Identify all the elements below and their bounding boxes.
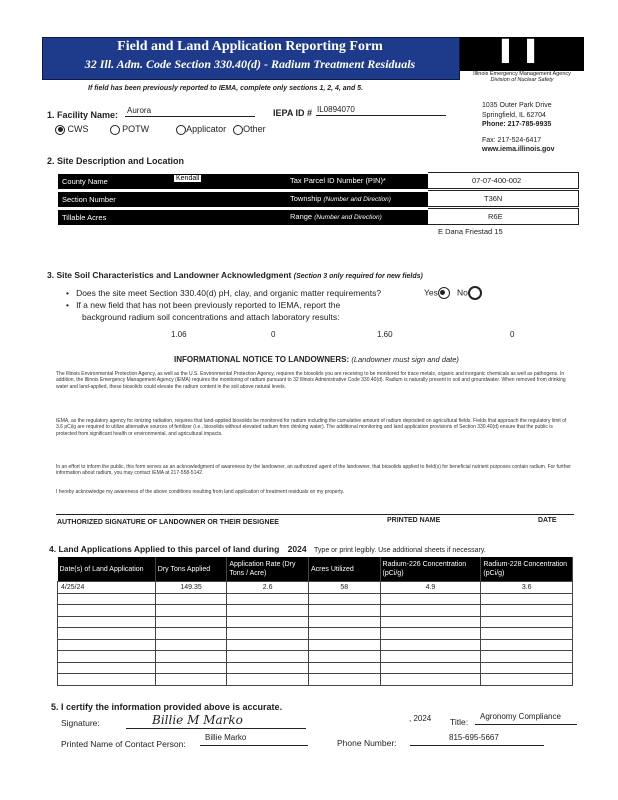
table-cell[interactable] (308, 628, 380, 640)
agency-name-block (460, 71, 584, 83)
no-radio[interactable] (468, 286, 482, 300)
county-label: County Name (62, 177, 108, 186)
site-row-section (58, 192, 428, 207)
table-row (58, 651, 573, 663)
table-cell[interactable] (227, 593, 309, 605)
col-acres: Acres Utilized (308, 557, 380, 582)
site-row-county (58, 174, 428, 189)
landowner-date-label: DATE (538, 517, 557, 524)
phone-number-label: Phone Number: (337, 738, 397, 748)
tillable-acres-label: Tillable Acres (62, 213, 107, 222)
notice-paragraph-4: I hereby acknowledge my awareness of the above conditions resulting from land application of treatment residuals on my property. (56, 489, 345, 495)
potw-label: POTW (122, 124, 150, 134)
table-row (58, 639, 573, 651)
section2-heading: 2. Site Description and Location (47, 156, 185, 166)
table-cell[interactable] (227, 662, 309, 674)
table-cell[interactable] (58, 593, 156, 605)
township-label-group (290, 194, 391, 203)
table-header-row (58, 557, 573, 582)
table-cell[interactable] (481, 674, 573, 686)
certify-date: , 2024 (409, 714, 432, 723)
table-cell[interactable] (308, 593, 380, 605)
land-applications-table (57, 557, 573, 686)
printed-name-label: Printed Name of Contact Person: (61, 739, 186, 749)
potw-radio[interactable] (110, 125, 120, 135)
range-label: Range (290, 212, 313, 221)
address-line-2: Springfield, IL 62704 (482, 111, 546, 119)
yes-radio[interactable] (438, 287, 450, 299)
applicator-radio[interactable] (176, 125, 186, 135)
table-cell[interactable] (380, 628, 481, 640)
table-cell[interactable] (227, 616, 309, 628)
table-cell[interactable] (481, 651, 573, 663)
section4-heading: 4. Land Applications Applied to this parcel of land during (49, 544, 280, 554)
table-cell[interactable] (308, 674, 380, 686)
background-question-line2: background radium soil concentrations and attach laboratory results: (82, 312, 340, 322)
township-value: T36N (484, 194, 503, 203)
background-value-1: 1.06 (171, 330, 187, 339)
contact-block (482, 101, 554, 155)
range-hint: (Number and Direction) (314, 214, 382, 221)
table-cell[interactable] (155, 674, 227, 686)
background-value-3: 1.60 (377, 330, 393, 339)
option-other[interactable] (233, 124, 266, 134)
site-handwritten-note: E Dana Friestad 15 (438, 227, 503, 236)
range-value: R6E (488, 212, 503, 221)
table-cell[interactable] (155, 628, 227, 640)
form-subtitle: 32 Ill. Adm. Code Section 330.40(d) - Radium Treatment Residuals (84, 57, 416, 71)
table-cell[interactable]: 4.9 (380, 582, 481, 594)
background-value-4: 0 (510, 330, 515, 339)
landowner-notice-note: (Landowner must sign and date) (351, 355, 459, 364)
table-row (58, 674, 573, 686)
table-row (58, 662, 573, 674)
table-cell[interactable] (380, 651, 481, 663)
signature-line[interactable] (126, 728, 306, 729)
section3-heading: 3. Site Soil Characteristics and Landowner Acknowledgment (47, 270, 292, 280)
facility-name-value: Aurora (127, 106, 152, 115)
table-cell[interactable]: 2.6 (227, 582, 309, 594)
cws-label: CWS (67, 124, 89, 134)
table-cell[interactable] (155, 616, 227, 628)
phone-line: Phone: 217-785-9935 (482, 121, 552, 128)
ph-answer-options (424, 286, 482, 300)
table-cell[interactable]: 4/25/24 (58, 582, 156, 594)
parcel-label: Tax Parcel ID Number (PIN)* (290, 176, 386, 185)
facility-name-line (125, 116, 255, 117)
facility-type-options (55, 124, 266, 135)
address-line-1: 1035 Outer Park Drive (482, 102, 552, 109)
table-cell[interactable] (481, 628, 573, 640)
table-cell[interactable]: 3.6 (481, 582, 573, 594)
printed-name-line[interactable] (200, 745, 308, 746)
col-rate: Application Rate (Dry Tons / Acre) (227, 557, 309, 582)
section1-heading: 1. Facility Name: (47, 110, 119, 120)
table-cell[interactable] (481, 605, 573, 617)
table-cell[interactable] (58, 662, 156, 674)
table-cell[interactable] (481, 593, 573, 605)
printed-name-value: Billie Marko (205, 733, 247, 742)
other-label: Other (243, 124, 266, 134)
township-field[interactable] (428, 190, 579, 207)
range-label-group (290, 212, 382, 221)
web-line: www.iema.illinois.gov (482, 146, 555, 153)
table-row (58, 582, 573, 594)
background-radium-question: • If a new field that has not been previously reported to IEMA, report the (66, 300, 341, 310)
range-field[interactable] (428, 208, 579, 225)
table-cell[interactable] (380, 593, 481, 605)
option-applicator[interactable] (176, 124, 226, 134)
table-cell[interactable] (155, 593, 227, 605)
agency-division: Division of Nuclear Safety (490, 77, 554, 83)
other-radio[interactable] (233, 125, 243, 135)
applicator-label: Applicator (186, 124, 227, 134)
ph-question-text: Does the site meet Section 330.40(d) pH, clay, and organic matter requirements? (76, 288, 382, 298)
table-cell[interactable] (58, 628, 156, 640)
parcel-id-value: 07-07-400-002 (472, 176, 522, 185)
table-cell[interactable] (155, 605, 227, 617)
table-cell[interactable] (481, 662, 573, 674)
col-ra226: Radium-226 Concentration (pCi/g) (380, 557, 481, 582)
table-cell[interactable] (227, 651, 309, 663)
section5-heading: 5. I certify the information provided above is accurate. (51, 702, 283, 712)
table-cell[interactable] (227, 628, 309, 640)
yes-label: Yes (424, 287, 438, 298)
section-number-label: Section Number (62, 195, 116, 204)
cws-radio[interactable] (55, 125, 65, 135)
contact-signature: Billie M Marko (152, 713, 243, 727)
section3-heading-group (47, 270, 423, 280)
phone-number-line[interactable] (410, 745, 544, 746)
title-label: Title: (450, 717, 469, 727)
table-cell[interactable] (58, 674, 156, 686)
table-cell[interactable] (380, 605, 481, 617)
section3-heading-note: (Section 3 only required for new fields) (293, 273, 423, 280)
section4-heading-group (49, 544, 486, 554)
title-line[interactable] (475, 724, 577, 725)
phone-number-value: 815-695-5667 (449, 733, 499, 742)
table-row (58, 605, 573, 617)
table-cell[interactable] (380, 616, 481, 628)
table-cell[interactable] (380, 674, 481, 686)
notice-paragraph-3: In an effort to inform the public, this form serves as an acknowledgment of awareness by the landowner, an authorized agent of the landowner, that biosolids applied to field(s) for beneficial nutrient purposes contain radium. For further information about radium, you may contact IEMA at 217-558-5142. (56, 464, 571, 477)
table-cell[interactable] (58, 639, 156, 651)
section4-year: 2024 (287, 544, 307, 554)
table-cell[interactable] (155, 651, 227, 663)
table-cell[interactable] (380, 639, 481, 651)
background-value-2: 0 (271, 330, 276, 339)
table-row (58, 628, 573, 640)
no-label: No (456, 287, 468, 298)
table-cell[interactable] (58, 616, 156, 628)
table-cell[interactable] (308, 651, 380, 663)
iepa-id-value: IL0894070 (317, 105, 355, 114)
option-cws[interactable] (55, 124, 89, 134)
option-potw[interactable] (110, 124, 150, 134)
table-cell[interactable] (308, 616, 380, 628)
form-title: Field and Land Application Reporting Form (117, 39, 383, 54)
table-cell[interactable] (308, 662, 380, 674)
previously-reported-notice: If field has been previously reported to IEMA, complete only sections 1, 2, 4, and 5. (88, 85, 364, 92)
table-cell[interactable] (481, 616, 573, 628)
parcel-id-field[interactable] (428, 172, 579, 189)
notice-paragraph-1: The Illinois Environmental Protection Agency, as well as the U.S. Environmental Protection Agency, requires the biosolids you are receiving to be monitored for trace metals, organic and inorganic chemicals as well as pathogens. In addition, the Illinois Emergency Management Agency (IEMA) requires the monitoring of radium pursuant to 32 Illinois Administrative Code 330.40(d). Radium is naturally present in soil and groundwater. When removed from drinking water and land-applied, these biosolids could elevate the radium content in the soil above natural levels. (56, 371, 566, 390)
agency-name: Illinois Emergency Management Agency (473, 71, 571, 77)
county-value: Kendall (176, 175, 200, 182)
title-value: Agronomy Compliance (480, 712, 561, 721)
fax-line: Fax: 217-524-6417 (482, 136, 542, 144)
section4-heading-note: Type or print legibly. Use additional sheets if necessary. (314, 547, 486, 554)
table-row (58, 616, 573, 628)
col-date: Date(s) of Land Application (58, 557, 156, 582)
table-cell[interactable] (308, 639, 380, 651)
landowner-signature-line[interactable] (56, 514, 574, 515)
table-cell[interactable] (58, 605, 156, 617)
township-label: Township (290, 194, 322, 203)
table-cell[interactable] (481, 639, 573, 651)
landowner-printed-name-label: PRINTED NAME (387, 517, 441, 524)
iepa-id-line (316, 115, 446, 116)
table-row (58, 593, 573, 605)
table-cell[interactable] (227, 639, 309, 651)
table-cell[interactable]: 58 (308, 582, 380, 594)
agency-logo-mark: ▌ ▐ (501, 40, 535, 62)
table-cell[interactable] (155, 662, 227, 674)
background-question-line1: If a new field that has not been previously reported to IEMA, report the (76, 300, 341, 310)
signature-label: Signature: (61, 718, 100, 728)
table-cell[interactable]: 149.35 (155, 582, 227, 594)
table-cell[interactable] (155, 639, 227, 651)
landowner-signature-label: AUTHORIZED SIGNATURE OF LANDOWNER OR THEIR DESIGNEE (57, 519, 279, 526)
col-dry-tons: Dry Tons Applied (155, 557, 227, 582)
landowner-notice-title: INFORMATIONAL NOTICE TO LANDOWNERS: (174, 355, 350, 364)
landowner-notice-title-group (174, 355, 459, 364)
site-row-tillable (58, 210, 428, 225)
notice-paragraph-2: IEMA, as the regulatory agency for ionizing radiation, requires that land-applied biosolids be monitored for radium including the cumulative amount of radium deposited on agricultural fields. Fields that approach the regulatory limit of 3.6 pCi/g are required to utilize alternative sources of fertilizer (i.e., biosolids without elevated radium from drinking water). The additional monitoring and land application provisions of Section 330.40(d) ensure that the public is protected from significant health or environmental, and agricultural impacts. (56, 418, 567, 437)
col-ra228: Radium-228 Concentration (pCi/g) (481, 557, 573, 582)
iepa-id-label: IEPA ID # (273, 108, 313, 118)
table-cell[interactable] (58, 651, 156, 663)
table-cell[interactable] (227, 605, 309, 617)
table-cell[interactable] (308, 605, 380, 617)
ph-question: • Does the site meet Section 330.40(d) pH, clay, and organic matter requirements? (66, 288, 382, 298)
table-cell[interactable] (380, 662, 481, 674)
township-hint: (Number and Direction) (323, 196, 391, 203)
table-cell[interactable] (227, 674, 309, 686)
